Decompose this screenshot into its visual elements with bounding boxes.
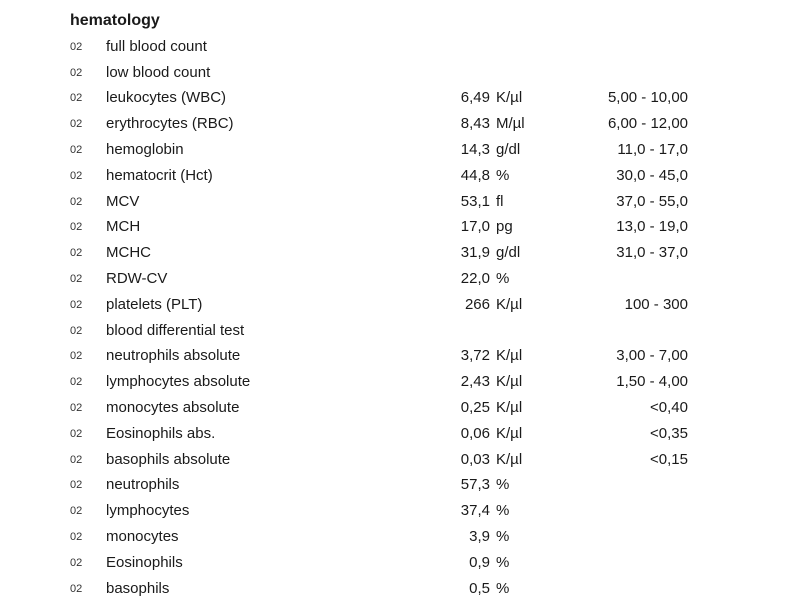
row-code: 02 [70, 376, 83, 389]
test-unit: M/µl [496, 115, 525, 133]
row-code: 02 [70, 298, 83, 311]
test-unit: % [496, 270, 510, 288]
test-name: hematocrit (Hct) [106, 166, 213, 184]
row-code: 02 [70, 118, 83, 131]
result-row [0, 524, 800, 550]
test-name: hemoglobin [106, 141, 184, 159]
test-unit: g/dl [496, 141, 521, 159]
test-value: 17,0 [460, 218, 490, 236]
result-row [0, 60, 800, 86]
reference-range: 6,00 - 12,00 [607, 115, 688, 133]
result-row [0, 86, 800, 112]
row-code: 02 [70, 273, 83, 286]
reference-range: 3,00 - 7,00 [616, 347, 688, 365]
test-value: 266 [464, 295, 490, 313]
test-name: lymphocytes absolute [106, 373, 251, 391]
row-code: 02 [70, 169, 83, 182]
test-name: MCHC [106, 244, 151, 262]
test-name: MCV [106, 192, 140, 210]
result-row [0, 447, 800, 473]
row-code: 02 [70, 582, 83, 595]
results-table [0, 34, 800, 602]
result-row [0, 498, 800, 524]
test-value: 0,25 [460, 399, 490, 417]
reference-range: 30,0 - 45,0 [616, 166, 688, 184]
test-value: 22,0 [460, 270, 490, 288]
reference-range: <0,15 [650, 450, 688, 468]
test-unit: K/µl [496, 89, 523, 107]
test-unit: % [496, 502, 510, 520]
test-name: basophils [106, 579, 170, 597]
row-code: 02 [70, 324, 83, 337]
test-value: 2,43 [460, 373, 490, 391]
row-code: 02 [70, 427, 83, 440]
result-row [0, 240, 800, 266]
reference-range: <0,35 [650, 424, 688, 442]
test-value: 6,49 [460, 89, 490, 107]
test-unit: % [496, 528, 510, 546]
row-code: 02 [70, 144, 83, 157]
result-row [0, 137, 800, 163]
test-name: blood differential test [106, 321, 245, 339]
test-name: Eosinophils [106, 553, 183, 571]
test-value: 0,03 [460, 450, 490, 468]
row-code: 02 [70, 40, 83, 53]
test-unit: fl [496, 192, 504, 210]
row-code: 02 [70, 92, 83, 105]
test-unit: % [496, 166, 510, 184]
test-name: neutrophils [106, 476, 180, 494]
row-code: 02 [70, 556, 83, 569]
test-name: monocytes [106, 528, 179, 546]
result-row [0, 576, 800, 602]
test-name: leukocytes (WBC) [106, 89, 227, 107]
reference-range: 5,00 - 10,00 [607, 89, 688, 107]
test-name: monocytes absolute [106, 399, 240, 417]
result-row [0, 111, 800, 137]
result-row [0, 34, 800, 60]
test-value: 0,06 [460, 424, 490, 442]
test-name: erythrocytes (RBC) [106, 115, 234, 133]
test-unit: K/µl [496, 347, 523, 365]
test-value: 57,3 [460, 476, 490, 494]
reference-range: 1,50 - 4,00 [616, 373, 688, 391]
test-name: full blood count [106, 37, 207, 55]
test-unit: K/µl [496, 373, 523, 391]
test-value: 3,72 [460, 347, 490, 365]
result-row [0, 292, 800, 318]
test-value: 37,4 [460, 502, 490, 520]
test-name: basophils absolute [106, 450, 231, 468]
test-unit: K/µl [496, 399, 523, 417]
result-row [0, 189, 800, 215]
row-code: 02 [70, 402, 83, 415]
row-code: 02 [70, 221, 83, 234]
test-unit: g/dl [496, 244, 521, 262]
test-unit: K/µl [496, 424, 523, 442]
test-value: 0,5 [469, 579, 490, 597]
row-code: 02 [70, 247, 83, 260]
row-code: 02 [70, 479, 83, 492]
test-value: 0,9 [469, 553, 490, 571]
test-unit: K/µl [496, 450, 523, 468]
test-value: 3,9 [469, 528, 490, 546]
reference-range: 100 - 300 [624, 295, 688, 313]
test-value: 53,1 [460, 192, 490, 210]
test-name: MCH [106, 218, 141, 236]
result-row [0, 266, 800, 292]
test-unit: % [496, 476, 510, 494]
reference-range: <0,40 [650, 399, 688, 417]
result-row [0, 318, 800, 344]
row-code: 02 [70, 453, 83, 466]
result-row [0, 163, 800, 189]
reference-range: 37,0 - 55,0 [616, 192, 688, 210]
result-row [0, 421, 800, 447]
section-title: hematology [70, 12, 160, 29]
test-value: 44,8 [460, 166, 490, 184]
test-unit: % [496, 553, 510, 571]
result-row [0, 344, 800, 370]
test-name: low blood count [106, 63, 211, 81]
row-code: 02 [70, 66, 83, 79]
result-row [0, 369, 800, 395]
test-name: RDW-CV [106, 270, 168, 288]
test-value: 14,3 [460, 141, 490, 159]
reference-range: 31,0 - 37,0 [616, 244, 688, 262]
result-row [0, 473, 800, 499]
row-code: 02 [70, 195, 83, 208]
row-code: 02 [70, 350, 83, 363]
test-value: 8,43 [460, 115, 490, 133]
test-name: platelets (PLT) [106, 295, 203, 313]
reference-range: 11,0 - 17,0 [617, 141, 688, 159]
test-name: Eosinophils abs. [106, 424, 216, 442]
row-code: 02 [70, 531, 83, 544]
reference-range: 13,0 - 19,0 [616, 218, 688, 236]
result-row [0, 550, 800, 576]
test-value: 31,9 [460, 244, 490, 262]
result-row [0, 395, 800, 421]
result-row [0, 215, 800, 241]
row-code: 02 [70, 505, 83, 518]
test-name: neutrophils absolute [106, 347, 241, 365]
test-unit: pg [496, 218, 513, 236]
test-unit: % [496, 579, 510, 597]
test-name: lymphocytes [106, 502, 190, 520]
test-unit: K/µl [496, 295, 523, 313]
